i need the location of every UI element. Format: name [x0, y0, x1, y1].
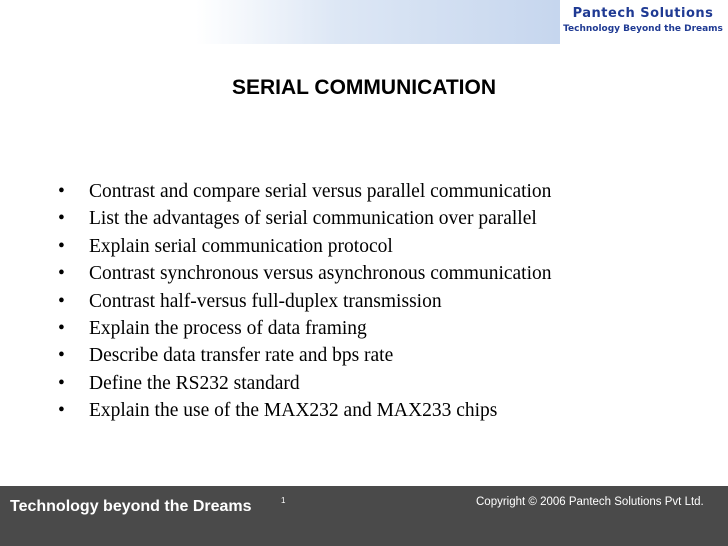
- bullet-text: Contrast synchronous versus asynchronous communication: [89, 263, 552, 285]
- bullet-text: Explain serial communication protocol: [89, 235, 393, 257]
- bullet-text: Contrast half-versus full-duplex transmission: [89, 290, 442, 312]
- bullet-icon: •: [58, 318, 65, 340]
- bullet-text: Define the RS232 standard: [89, 372, 300, 394]
- bullet-icon: •: [58, 181, 65, 202]
- logo-name: Pantech Solutions: [572, 6, 714, 21]
- bullet-item: [58, 260, 552, 287]
- bullet-item: [58, 370, 552, 397]
- bullet-text: Explain the process of data framing: [89, 318, 367, 340]
- header-band: [0, 0, 560, 44]
- slide-title: SERIAL COMMUNICATION: [231, 76, 497, 99]
- bullet-item: [58, 233, 552, 260]
- bullet-icon: •: [58, 235, 65, 257]
- bullet-text: Describe data transfer rate and bps rate: [89, 345, 394, 367]
- bullet-icon: •: [58, 345, 65, 367]
- copyright-text: Copyright © 2006 Pantech Solutions Pvt Ltd.: [476, 496, 704, 508]
- bullet-text: Contrast and compare serial versus parallel communication: [89, 181, 552, 202]
- page-number: 1: [281, 496, 286, 505]
- bullet-text: Explain the use of the MAX232 and MAX233 chips: [89, 400, 498, 422]
- bullet-icon: •: [58, 290, 65, 312]
- bullet-icon: •: [58, 400, 65, 422]
- logo-tagline: Technology Beyond the Dreams: [563, 24, 723, 34]
- footer-tagline: Technology beyond the Dreams: [10, 498, 252, 515]
- bullet-item: [58, 397, 552, 424]
- bullet-icon: •: [58, 208, 65, 230]
- footer-bar: [0, 486, 728, 546]
- bullet-list: [58, 178, 552, 425]
- bullet-icon: •: [58, 372, 65, 394]
- bullet-icon: •: [58, 263, 65, 285]
- company-logo: [558, 6, 728, 40]
- bullet-item: [58, 288, 552, 315]
- bullet-item: [58, 205, 552, 232]
- bullet-item: [58, 315, 552, 342]
- bullet-item: [58, 178, 552, 205]
- bullet-item: [58, 342, 552, 369]
- bullet-text: List the advantages of serial communication over parallel: [89, 208, 537, 230]
